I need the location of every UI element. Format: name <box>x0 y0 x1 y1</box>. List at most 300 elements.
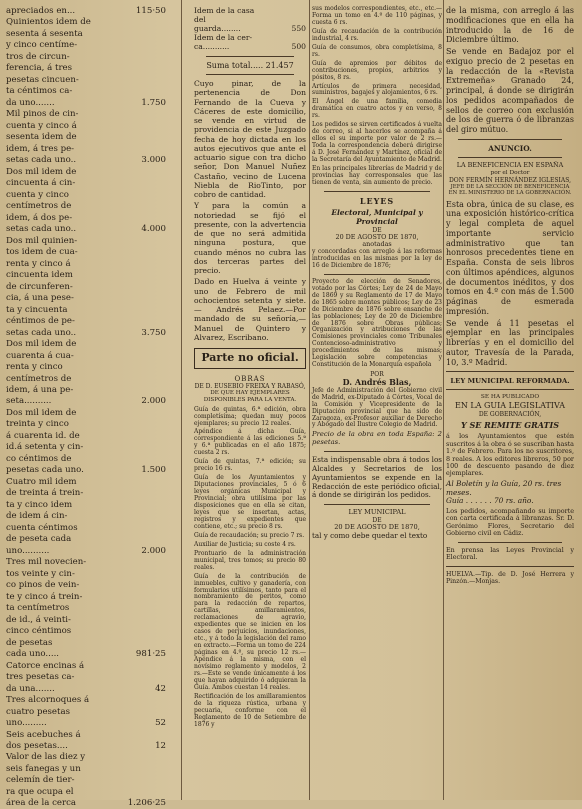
row-amount <box>126 86 166 96</box>
row-label: centímetros de <box>6 201 72 212</box>
inventory-row <box>6 132 166 142</box>
inventory-row <box>6 98 166 108</box>
divider <box>446 371 574 372</box>
row-label: tres pesetas ca- <box>6 672 75 683</box>
leyes-paragraph: y concordadas con arreglo á las reformas introducidas en las mismas por la ley de 16 de Diciembre de 1876; <box>312 247 442 269</box>
leyes-date: 20 DE AGOSTO DE 1870, <box>335 232 419 241</box>
price-boletin: Al Boletín y la Guía, 20 rs. tres meses. <box>446 478 562 497</box>
row-label: cinco céntimos <box>6 626 72 637</box>
obra-item: El Ángel de una familia, comedia dramática en cuatro actos y en verso, 8 rs. <box>312 98 442 120</box>
row-amount <box>126 63 166 73</box>
row-label: ca........... <box>194 42 230 52</box>
row-label: sesenta á sesenta <box>6 28 83 39</box>
inventory-row <box>6 764 166 774</box>
laws-column <box>312 6 442 796</box>
inventory-row <box>6 787 166 797</box>
inventory-row <box>6 752 166 762</box>
row-amount <box>126 144 166 154</box>
inventory-row <box>6 213 166 223</box>
inventory-row <box>6 775 166 785</box>
divider <box>324 274 430 275</box>
price-note: Precio de la obra en toda España: 2 pesetas. <box>312 430 442 447</box>
edict-column <box>194 6 306 796</box>
inventory-row <box>6 75 166 85</box>
inventory-row <box>6 500 166 510</box>
obra-item: Guía de recaudación; su precio 7 rs. <box>194 531 305 539</box>
row-label: Cuatro mil idem <box>6 476 77 487</box>
inventory-row <box>6 396 166 406</box>
row-amount <box>126 707 166 717</box>
inventory-row <box>6 178 166 188</box>
inventory-row <box>6 17 166 27</box>
ad-paragraph: Se vende á 11 pesetas el ejemplar en las principales librerías y en el domicilio del autor, Travesía de la Parada, 10, 3.º Madrid. <box>446 318 574 367</box>
obra-item: Rectificación de los amillaramientos de la riqueza rústica, urbana y pecuaria, conforme con el Reglamento de 10 de Setiembre de 1876 y <box>194 692 306 728</box>
author-description: Jefe de Administración del Gobierno civil de Madrid, ex-Diputado á Córtes, Vocal de la Comisión y Vicepresidente de la Diputación provincial que ha sido de Zaragoza, ex-Profesor auxiliar de Derecho y Abogado del Ilustre Colegio de Madrid. <box>312 386 442 429</box>
row-amount <box>126 52 166 62</box>
ad-paragraph: Se vende en Badajoz por el exiguo precio de 2 pesetas en la redacción de la «Revista Extremeña» Granado 24, principal, á donde se dirigirán los pedidos acompañados de sellos de correo con exclusión de los de guerra ó de libranzas del giro mútuo. <box>446 47 574 134</box>
row-label: Dos mil idem de <box>6 166 77 177</box>
ad-paragraph: á los Ayuntamientos que estén suscritos á la obra ó se suscriban hasta 1.º de Febrero. Para los no suscritores, 8 reales. A los editores libreros, 50 por 100 de descuento pasando de diez ejemplares. <box>446 432 574 478</box>
row-amount <box>126 213 166 223</box>
obra-item: Prontuario de la administración municipal, tres tomos; su precio 80 reales. <box>194 549 306 571</box>
column-rule <box>443 0 444 800</box>
row-label: da una....... <box>6 683 55 694</box>
row-amount <box>126 592 166 602</box>
edict-paragraph: Cuyo pinar, de la pertenencia de Don Fernando de la Cueva y Cáceres de este domicilio, se vende en virtud de providencia de este Juzgado fecha de hoy dictada en los autos ejecutivos que ante el actuario sigue con tra dicho señor, Don Manuel Nuñez Castaño, vecino de Lucena Niebla de RioTinto, por cobro de cantidad. <box>194 79 306 200</box>
inventory-column <box>6 6 166 809</box>
row-amount <box>126 374 166 384</box>
inventory-row <box>6 741 166 751</box>
obra-item: En las principales librerías de Madrid y de provincias hay corresponsales que las tienen de venta, sin aumento de precio. <box>312 165 442 186</box>
remite-gratis: Y SE REMITE GRATIS <box>460 419 560 430</box>
obra-item: Guía de los Ayuntamientos y Diputaciones provinciales, 5 ó 6 leyes orgánicas Municipal y Provincial; obra utilísima por las disposiciones que en ella se citan, leyes que se insertan, actas, registros y expedientes que contiene, etc.; su precio 8 rs. <box>194 474 306 530</box>
ad-paragraph: En prensa las Leyes Provincial y Electoral. <box>446 545 574 562</box>
price-guia: Guía . . . . . . 70 rs. año. <box>446 496 534 506</box>
leyes-subtitle: Electoral, Municipal y Provincial <box>331 208 423 227</box>
row-amount <box>126 247 166 257</box>
inventory-row <box>6 569 166 579</box>
row-amount: 2.000 <box>141 396 166 407</box>
row-label: cuenta y cinco á <box>6 120 77 131</box>
inventory-row <box>6 374 166 384</box>
row-label: cada uno..... <box>6 649 60 660</box>
row-amount <box>126 167 166 177</box>
inventory-row <box>6 236 166 246</box>
inventory-row <box>6 316 166 326</box>
row-amount: 500 <box>291 42 306 52</box>
row-label: sesenta idem de <box>6 132 77 143</box>
row-amount <box>126 500 166 510</box>
obra-item: Guía de consumos, obra completísima, 8 rs. <box>312 43 442 58</box>
row-amount <box>126 270 166 280</box>
row-label: cuenta y cinco <box>6 189 69 200</box>
inventory-row <box>6 638 166 648</box>
row-label: celemín de tier- <box>6 775 75 786</box>
row-amount <box>126 752 166 762</box>
row-amount <box>126 730 166 740</box>
obras-title: OBRAS <box>234 375 266 384</box>
imprenta-footer: HUELVA.—Tip. de D. José Herrera y Pinzón.—Monjas. <box>446 570 574 585</box>
row-label: cuenta céntimos <box>6 522 78 533</box>
row-label: co céntimos de <box>6 453 72 464</box>
inventory-row <box>6 408 166 418</box>
row-label: pesetas cincuen- <box>6 74 79 85</box>
row-label: seis fanegas y un <box>6 763 81 774</box>
row-amount: 42 <box>155 683 166 694</box>
row-amount <box>126 40 166 50</box>
row-amount <box>126 477 166 487</box>
leyes-title: LEYES <box>359 195 395 206</box>
column-rule <box>181 0 182 800</box>
obra-item: Auxiliar de Justicia; su coste 4 rs. <box>194 540 296 548</box>
row-amount <box>126 132 166 142</box>
row-label: ta y cincuenta <box>6 304 68 315</box>
row-amount <box>126 615 166 625</box>
row-label: céntimos de pe- <box>6 316 75 327</box>
inventory-row <box>6 351 166 361</box>
row-label: tos veinte y cin- <box>6 568 75 579</box>
inventory-row <box>6 477 166 487</box>
inventory-row <box>6 29 166 39</box>
row-amount <box>126 557 166 567</box>
inventory-row <box>6 224 166 234</box>
inventory-row <box>6 6 166 16</box>
row-amount <box>126 178 166 188</box>
inventory-row <box>6 339 166 349</box>
divider <box>206 74 294 75</box>
row-label: Tres alcornoques á <box>6 695 90 706</box>
row-amount <box>126 442 166 452</box>
obra-item: sus modelos correspondientes, etc., etc.—Forma un tomo en 4.º de 110 páginas, y cuesta 6 rs. <box>312 5 442 26</box>
row-amount: 550 <box>291 24 306 34</box>
inventory-row <box>6 419 166 429</box>
row-label: de peseta cada <box>6 534 72 545</box>
inventory-row <box>6 488 166 498</box>
por-label: POR <box>370 371 384 379</box>
inventory-row <box>6 695 166 705</box>
row-amount <box>126 29 166 39</box>
inventory-row <box>6 454 166 464</box>
se-ha-publicado: SE HA PUBLICADO <box>480 394 540 401</box>
inventory-row <box>6 201 166 211</box>
row-label: Idem de la cer- <box>194 33 253 43</box>
obra-item: Guía de la contribución de inmuebles, cultivo y ganadería, con formularios utilísimos, tanto para el nombramiento de peritos, como para la redacción de repartos, cartillas, amillaramientos, reclamaciones de agravio, expedientes que se inicien en los casos de perjuicios, inundaciones, etc., y á todo la legislación del ramo en extracto.—Forma un tomo de 224 páginas en 4.º, su precio 12 rs.—Apéndice á la misma, con el novísimo reglamento y modelos, 2 rs.—Este se vende únicamente á los que hayan adquirido ó adquieran la Guía. Ambos cuestan 14 reales. <box>194 572 306 691</box>
row-amount: 1.750 <box>141 97 166 108</box>
obra-item: Apéndice á dicha Guía, correspondiente á las ediciones 5.ª y 6.ª publicadas en el año 1875; cuesta 2 rs. <box>194 428 306 457</box>
row-label: Idem de la casa del <box>194 6 255 25</box>
row-amount: 52 <box>155 718 166 729</box>
row-label: Mil pinos de cin- <box>6 109 79 120</box>
row-label: apreciados en... <box>6 6 76 16</box>
inventory-row <box>6 293 166 303</box>
row-amount: 3.000 <box>141 155 166 166</box>
inventory-row <box>6 718 166 728</box>
row-amount <box>126 17 166 27</box>
divider <box>458 157 562 158</box>
section-heading-box: Parte no oficial. <box>194 348 306 369</box>
obra-item: Guía de recaudación de la contribución industrial, 4 rs. <box>312 27 442 42</box>
inventory-row <box>6 282 166 292</box>
row-label: ferencia, á tres <box>6 63 73 74</box>
inventory-row <box>6 270 166 280</box>
row-label: Catorce encinas á <box>6 660 85 671</box>
divider <box>206 56 294 57</box>
row-label: idem, á dos pe- <box>6 212 73 223</box>
row-amount <box>126 362 166 372</box>
ley-tail: tal y como debe quedar el texto <box>312 530 428 540</box>
row-amount <box>126 201 166 211</box>
row-amount <box>126 431 166 441</box>
ad-paragraph: Los pedidos, acompañando su importe con carta certificada á libranzas. Sr. D. Gerónimo Flores, Secretario del Gobierno civil en Cádiz. <box>446 506 574 538</box>
divider <box>446 566 574 567</box>
inventory-row <box>6 259 166 269</box>
row-amount <box>126 121 166 131</box>
inventory-row <box>6 63 166 73</box>
inventory-row <box>6 546 166 556</box>
row-amount <box>126 75 166 85</box>
inventory-row <box>6 684 166 694</box>
row-label: id.á setenta y cin- <box>6 442 84 453</box>
beneficencia-cargo: JEFE DE LA SECCIÓN DE BENEFICENCIA EN EL MINISTERIO DE LA GOBERNACIÓN. <box>448 183 572 197</box>
inventory-row <box>6 511 166 521</box>
inventory-row <box>6 431 166 441</box>
row-label: te y cinco á trein- <box>6 591 83 602</box>
divider <box>324 451 430 452</box>
guia-subtitle: DE GOBERNACIÓN, <box>478 410 542 418</box>
row-label: área de la cerca <box>6 798 77 809</box>
divider <box>446 389 574 390</box>
inventory-row <box>6 557 166 567</box>
beneficencia-author: DON FERMÍN HERNÁNDEZ IGLESIAS, <box>449 176 571 184</box>
row-label: Quinientos idem de <box>6 17 91 28</box>
row-amount: 12 <box>155 741 166 751</box>
row-label: Tres mil novecien- <box>6 557 87 568</box>
inventory-row <box>6 52 166 62</box>
row-label: dos pesetas.... <box>6 741 68 751</box>
row-amount <box>266 33 306 42</box>
row-amount <box>126 316 166 326</box>
inventory-row <box>6 362 166 372</box>
row-amount <box>126 305 166 315</box>
row-label: de treinta á trein- <box>6 488 84 499</box>
row-label: Dos mil quinien- <box>6 235 78 246</box>
row-amount <box>126 454 166 464</box>
inventory-row <box>6 534 166 544</box>
divider <box>458 542 562 543</box>
row-amount <box>126 626 166 636</box>
beneficencia-por: por el Doctor <box>490 170 530 177</box>
row-label: ta céntimos ca- <box>6 86 73 97</box>
ley-municipal-title: LEY MUNICIPAL <box>348 508 406 517</box>
row-amount <box>126 488 166 498</box>
row-label: á cuarenta id. de <box>6 430 80 441</box>
row-label: guarda........ <box>194 24 241 34</box>
inventory-row <box>6 328 166 338</box>
ad-paragraph: de la misma, con arreglo á las modificaciones que en ella ha introducido la de 16 de Diciembre último. <box>446 6 574 45</box>
row-amount <box>126 672 166 682</box>
row-label: tos idem de cua- <box>6 247 78 258</box>
row-label: pesetas cada uno. <box>6 465 84 476</box>
inventory-row <box>6 121 166 131</box>
inventory-row <box>6 626 166 636</box>
row-amount <box>126 569 166 579</box>
inventory-row <box>6 155 166 165</box>
row-amount: 2.000 <box>141 545 166 556</box>
row-amount <box>126 259 166 269</box>
inventory-row <box>6 592 166 602</box>
obras-subtitle-2: DE QUE HAY EJEMPLARES DISPONIBLES PARA LA VENTA. <box>203 390 297 404</box>
inventory-row <box>6 730 166 740</box>
row-amount <box>126 764 166 774</box>
row-label: idem, á una pe- <box>6 384 74 395</box>
sum-total: Suma total..... 21.457 <box>206 60 294 70</box>
leyes-anotadas: anotadas <box>362 240 392 249</box>
ley-reformada-heading: LEY MUNICIPAL REFORMADA. <box>450 377 570 386</box>
divider <box>324 504 430 505</box>
row-amount <box>126 419 166 429</box>
inventory-row <box>6 247 166 257</box>
row-amount <box>126 339 166 349</box>
row-amount <box>126 534 166 544</box>
row-amount: 1.206·25 <box>127 798 166 809</box>
ley-date: 20 DE AGOSTO DE 1870, <box>334 522 420 531</box>
row-amount <box>126 775 166 785</box>
row-label: uno.......... <box>6 545 50 556</box>
row-label: setas cada uno.. <box>6 155 77 166</box>
inventory-row <box>6 465 166 475</box>
row-amount <box>266 6 306 24</box>
cost-row <box>194 6 306 24</box>
obra-item: Los pedidos se sirven certificados á vuelta de correo, si al hacerlos se acompaña á ellos el su importe por valor de 2 rs.—Toda la correspondencia deberá dirigirse á D. José Fernández y Martínez, oficial de la Secretaría del Ayuntamiento de Madrid. <box>312 121 442 164</box>
row-amount: 3.750 <box>141 327 166 338</box>
row-label: de idem á cin- <box>6 511 68 522</box>
cost-row <box>194 42 306 51</box>
inventory-row <box>6 580 166 590</box>
inventory-row <box>6 649 166 659</box>
column-rule <box>309 0 310 800</box>
row-label: centímetros de <box>6 373 72 384</box>
row-label: cincuenta á cin- <box>6 178 76 189</box>
inventory-row <box>6 40 166 50</box>
inventory-row <box>6 603 166 613</box>
beneficencia-title: LA BENEFICENCIA EN ESPAÑA <box>456 161 564 170</box>
edict-signature: Dado en Huelva á veinte y uno de Febrero de mil ochocientos setenta y siete.— Andrés Pelaez.—Por mandado de su señoría,—Manuel de Quintero y Alvarez, Escribano. <box>194 277 306 342</box>
row-label: co pinos de vein- <box>6 580 80 591</box>
row-label: y cinco centíme- <box>6 40 78 51</box>
row-amount <box>126 638 166 648</box>
row-label: Dos mil idem de <box>6 339 77 350</box>
inventory-row <box>6 442 166 452</box>
row-label: de id., á veinti- <box>6 614 71 625</box>
inventory-row <box>6 385 166 395</box>
row-amount <box>126 787 166 797</box>
row-amount <box>126 351 166 361</box>
row-amount: 1.500 <box>141 465 166 476</box>
row-amount <box>126 511 166 521</box>
row-label: cia, á una pese- <box>6 293 74 304</box>
inventory-row <box>6 672 166 682</box>
inventory-row <box>6 798 166 808</box>
cost-row <box>194 33 306 42</box>
row-amount <box>126 695 166 705</box>
inventory-row <box>6 109 166 119</box>
inventory-row <box>6 86 166 96</box>
divider <box>324 191 430 192</box>
row-amount <box>126 580 166 590</box>
divider <box>458 139 562 140</box>
row-amount: 115·50 <box>135 6 166 16</box>
row-label: Seis acebuches á <box>6 729 81 740</box>
row-amount <box>126 293 166 303</box>
inventory-row <box>6 144 166 154</box>
obra-item: Guía de quintas, 7.ª edición; su precio 16 rs. <box>194 458 306 473</box>
anuncio-heading: ANUNCIO. <box>488 143 532 153</box>
row-amount <box>126 408 166 418</box>
obra-item: Guía de quintas, 6.ª edición, obra completísima; quedan muy pocos ejemplares; su precio 12 reales. <box>194 405 306 427</box>
author-name: D. Andrés Blas, <box>342 377 412 388</box>
inventory-row <box>6 661 166 671</box>
obra-item: Guía de apremios por débitos de contribuciones, propios, arbitrios y pósitos, 8 rs. <box>312 59 442 81</box>
row-amount <box>126 282 166 292</box>
row-label: idem, á tres pe- <box>6 143 75 154</box>
ad-paragraph: Esta obra, única de su clase, es una exposición histórico-crítica y legal completa de aquel importante servicio administrativo que tan honrosos precedentes tiene en España. Consta de seis libros con últimos apéndices, algunos de documentos inéditos, y dos tomos en 4.º con más de 1.500 páginas de esmerada impresión. <box>446 199 574 316</box>
row-label: Valor de las diez y <box>6 752 86 763</box>
row-amount <box>126 236 166 246</box>
row-label: tros de circun- <box>6 51 70 62</box>
row-label: cuatro pesetas <box>6 706 71 717</box>
row-label: setas cada uno.. <box>6 224 77 235</box>
inventory-row <box>6 707 166 717</box>
row-amount: 981·25 <box>135 649 166 660</box>
inventory-row <box>6 190 166 200</box>
cost-row <box>194 24 306 33</box>
row-label: ra que ocupa el <box>6 786 74 797</box>
row-label: seta.......... <box>6 396 52 407</box>
row-label: renta y cinco <box>6 362 63 373</box>
row-label: Dos mil idem de <box>6 407 77 418</box>
leyes-paragraph: Proyecto de elección de Senadores, votado por las Córtes; Ley de 24 de Mayo de 1869 y su Reglamento de 17 de Mayo de 1865 sobre montes públicos; Ley de 23 de Diciembre de 1876 sobre ensanche de las poblaciones; Ley de 20 de Diciembre de 1876 sobre Obras públicas; Organización y atribuciones de las Comisiones provinciales como Tribunales Contencioso-administrativo y procedimientos de las mismas; Legislación sobre competencias y Constitución de la Monarquía española <box>312 277 442 369</box>
row-label: cuarenta á cua- <box>6 350 74 361</box>
row-label: ta centímetros <box>6 603 70 614</box>
row-amount <box>126 109 166 119</box>
row-amount <box>126 661 166 671</box>
row-label: ta y cinco idem <box>6 499 73 510</box>
guia-legislativa: EN LA GUIA LEGISLATIVA <box>455 401 565 411</box>
row-label: de circunferen- <box>6 281 73 292</box>
obra-item: Artículos de primera necesidad, suministros, bagajes y alojamientos, 6 rs. <box>312 82 442 97</box>
inventory-row <box>6 167 166 177</box>
row-label: treinta y cinco <box>6 419 69 430</box>
row-amount <box>126 603 166 613</box>
row-amount <box>126 385 166 395</box>
row-amount <box>126 523 166 533</box>
row-label: uno......... <box>6 718 47 729</box>
row-amount <box>126 190 166 200</box>
inventory-row <box>6 615 166 625</box>
inventory-row <box>6 523 166 533</box>
row-label: renta y cinco á <box>6 258 71 269</box>
ley-de: DE <box>372 516 382 524</box>
row-amount: 4.000 <box>141 224 166 235</box>
row-label: cincuenta idem <box>6 270 73 281</box>
obras-subtitle: DE D. EUSEBIO FREIXA Y RABASÓ, <box>194 383 306 391</box>
inventory-row <box>6 305 166 315</box>
row-label: da uno....... <box>6 97 55 108</box>
leyes-de: DE <box>372 226 382 234</box>
edict-paragraph: Y para la común a notoriedad se fijó el presente, con la advertencia de que no será admitida ninguna postura, que cuando ménos no cubra las dos terceras partes del precio. <box>194 201 306 276</box>
row-label: setas cada uno.. <box>6 327 77 338</box>
row-label: de pesetas <box>6 637 53 648</box>
